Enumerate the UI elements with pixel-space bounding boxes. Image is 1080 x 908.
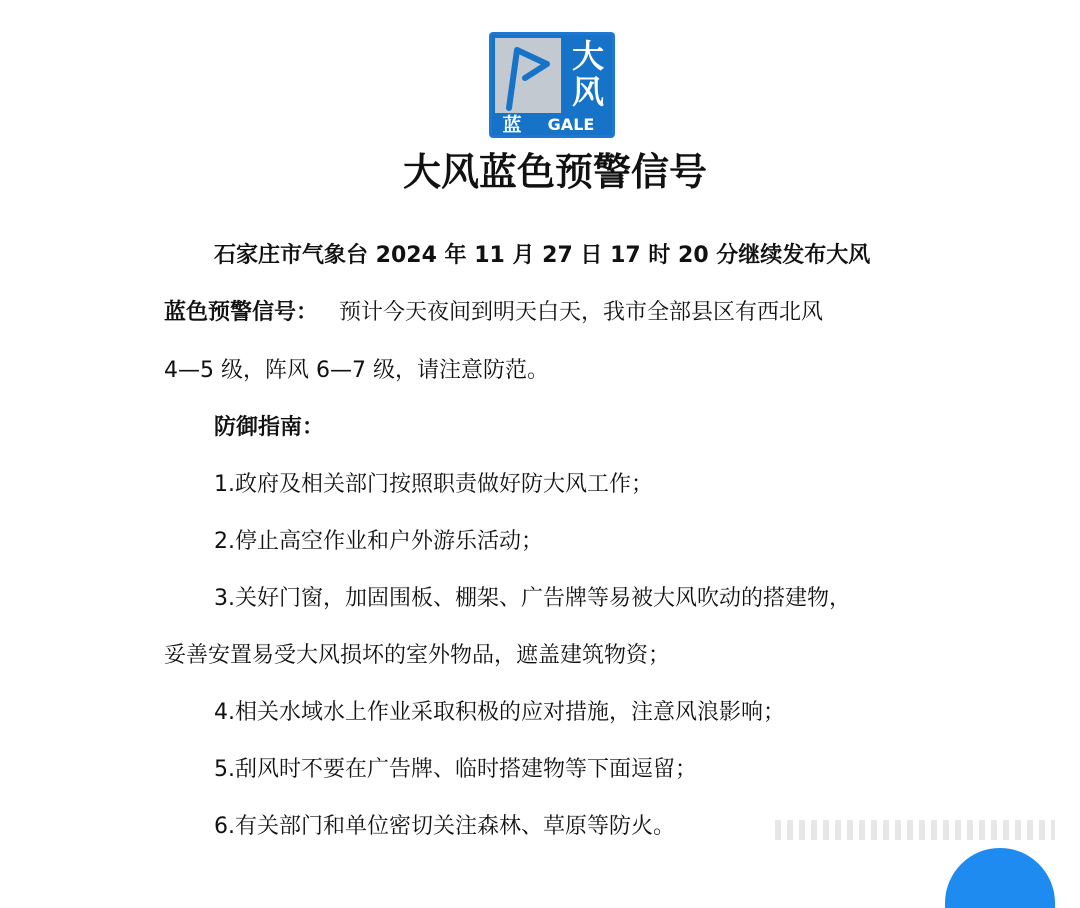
badge-char-bottom: 风 (571, 73, 604, 111)
intro-line-2 (164, 298, 823, 328)
intro-line-2-rest: 预计今天夜间到明天白天，我市全部县区有西北风 (318, 300, 823, 325)
guide-item-1: 1.政府及相关部门按照职责做好防大风工作； (214, 472, 653, 497)
intro-line-1: 石家庄市气象台 2024 年 11 月 27 日 17 时 20 分继续发布大风 (214, 243, 871, 268)
floating-action-button[interactable] (945, 848, 1055, 908)
badge-level-char: 蓝 (502, 114, 522, 136)
page-title: 大风蓝色预警信号 (402, 150, 707, 194)
guide-item-2: 2.停止高空作业和户外游乐活动； (214, 529, 543, 554)
guide-item-4: 4.相关水域水上作业采取积极的应对措施，注意风浪影响； (214, 700, 785, 725)
blurred-decoration (775, 820, 1055, 840)
intro-line-2-bold: 蓝色预警信号： (164, 300, 319, 325)
badge-gale-label: GALE (547, 115, 595, 134)
guide-item-3: 3.关好门窗，加固围板、棚架、广告牌等易被大风吹动的搭建物， (214, 586, 851, 611)
gale-warning-badge (489, 32, 615, 138)
badge-char-top: 大 (571, 37, 604, 75)
wind-flag-icon (495, 38, 561, 113)
flag-panel (495, 38, 561, 113)
guide-item-6: 6.有关部门和单位密切关注森林、草原等防火。 (214, 814, 675, 839)
guide-heading: 防御指南： (214, 415, 325, 440)
intro-line-3: 4—5 级，阵风 6—7 级，请注意防范。 (164, 358, 549, 383)
guide-item-5: 5.刮风时不要在广告牌、临时搭建物等下面逗留； (214, 757, 697, 782)
guide-item-3-cont: 妥善安置易受大风损坏的室外物品，遮盖建筑物资； (164, 643, 671, 668)
